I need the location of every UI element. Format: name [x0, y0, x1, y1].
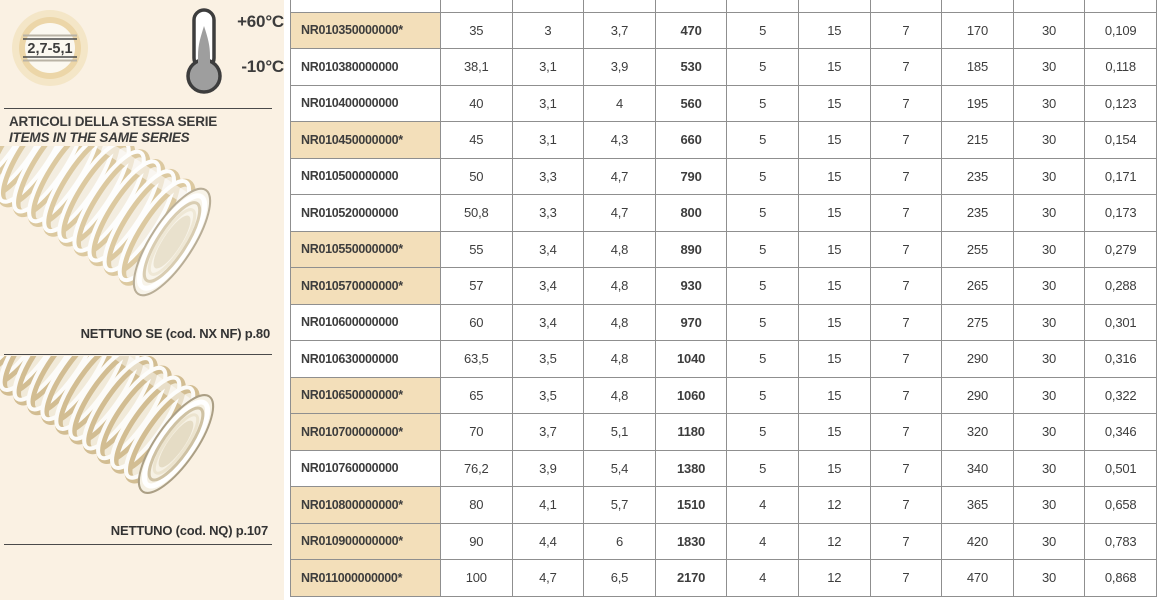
table-row	[291, 268, 1157, 305]
value-cell: 30	[1013, 341, 1085, 378]
value-cell: 5	[727, 450, 799, 487]
value-cell: 0,109	[1085, 12, 1157, 49]
value-cell: 15	[798, 341, 870, 378]
product-caption-nettuno-se: NETTUNO SE (cod. NX NF) p.80	[80, 326, 270, 341]
value-cell: 60	[441, 304, 513, 341]
value-cell: 420	[942, 523, 1014, 560]
value-cell: 3,5	[512, 377, 584, 414]
value-cell: 0,316	[1085, 341, 1157, 378]
value-cell: 5,4	[584, 450, 656, 487]
value-cell: 290	[942, 341, 1014, 378]
product-code-cell: NR011000000000*	[291, 560, 441, 597]
value-cell: 3,9	[584, 49, 656, 86]
value-cell: 3,3	[512, 158, 584, 195]
value-cell: 90	[441, 523, 513, 560]
value-cell: 5	[727, 158, 799, 195]
temperature-range	[178, 4, 284, 100]
value-cell: 45	[441, 122, 513, 159]
value-cell: 7	[870, 85, 942, 122]
value-cell: 970	[655, 304, 727, 341]
value-cell: 5	[727, 341, 799, 378]
table-row	[291, 85, 1157, 122]
value-cell: 7	[870, 523, 942, 560]
value-cell: 40	[441, 85, 513, 122]
value-cell: 50,8	[441, 195, 513, 232]
table-row	[291, 523, 1157, 560]
table-row	[291, 158, 1157, 195]
value-cell: 30	[1013, 414, 1085, 451]
value-cell: 3,1	[512, 85, 584, 122]
value-cell: 1380	[655, 450, 727, 487]
value-cell: 5	[727, 268, 799, 305]
value-cell: 195	[942, 85, 1014, 122]
table-row	[291, 231, 1157, 268]
product-code-cell: NR010550000000*	[291, 231, 441, 268]
table-row	[291, 414, 1157, 451]
product-code-cell: NR010570000000*	[291, 268, 441, 305]
value-cell: 4	[584, 85, 656, 122]
value-cell: 0,154	[1085, 122, 1157, 159]
product-data-table	[290, 0, 1157, 597]
value-cell: 275	[942, 304, 1014, 341]
product-code-cell: NR010350000000*	[291, 12, 441, 49]
value-cell: 5	[727, 414, 799, 451]
value-cell: 80	[441, 487, 513, 524]
product-code-cell: NR010650000000*	[291, 377, 441, 414]
value-cell: 3,4	[512, 231, 584, 268]
value-cell: 30	[1013, 304, 1085, 341]
value-cell: 1040	[655, 341, 727, 378]
value-cell: 365	[942, 487, 1014, 524]
value-cell: 15	[798, 158, 870, 195]
product-code-cell	[291, 0, 441, 12]
value-cell: 15	[798, 12, 870, 49]
value-cell: 4	[727, 523, 799, 560]
value-cell: 7	[870, 560, 942, 597]
value-cell: 15	[798, 49, 870, 86]
value-cell: 15	[798, 231, 870, 268]
value-cell: 30	[1013, 49, 1085, 86]
value-cell: 7	[870, 122, 942, 159]
value-cell: 4,7	[584, 195, 656, 232]
value-cell: 30	[1013, 487, 1085, 524]
series-heading	[9, 114, 217, 145]
table-row	[291, 304, 1157, 341]
value-cell: 15	[798, 450, 870, 487]
value-cell: 7	[870, 49, 942, 86]
value-cell: 3,1	[512, 49, 584, 86]
value-cell: 30	[1013, 268, 1085, 305]
value-cell: 5	[727, 231, 799, 268]
value-cell: 290	[942, 377, 1014, 414]
product-code-cell: NR010900000000*	[291, 523, 441, 560]
value-cell: 15	[798, 122, 870, 159]
product-code-cell: NR010400000000	[291, 85, 441, 122]
value-cell: 5	[727, 377, 799, 414]
value-cell: 3,1	[512, 122, 584, 159]
value-cell: 4,8	[584, 304, 656, 341]
wall-thickness-icon	[10, 8, 90, 88]
value-cell: 1830	[655, 523, 727, 560]
value-cell: 0,322	[1085, 377, 1157, 414]
value-cell: 265	[942, 268, 1014, 305]
value-cell: 5,7	[584, 487, 656, 524]
value-cell: 1180	[655, 414, 727, 451]
value-cell: 800	[655, 195, 727, 232]
value-cell: 0,658	[1085, 487, 1157, 524]
value-cell: 320	[942, 414, 1014, 451]
value-cell: 7	[870, 450, 942, 487]
product-image-nettuno	[0, 356, 284, 522]
product-caption-nettuno: NETTUNO (cod. NQ) p.107	[110, 523, 268, 538]
value-cell	[512, 0, 584, 12]
value-cell: 0,868	[1085, 560, 1157, 597]
table-row	[291, 377, 1157, 414]
wall-thickness-badge	[10, 8, 90, 88]
value-cell: 12	[798, 523, 870, 560]
product-image-nettuno-se	[0, 146, 284, 326]
value-cell: 7	[870, 487, 942, 524]
value-cell: 4,7	[512, 560, 584, 597]
value-cell: 3,9	[512, 450, 584, 487]
value-cell: 530	[655, 49, 727, 86]
table-row	[291, 487, 1157, 524]
product-code-cell: NR010500000000	[291, 158, 441, 195]
value-cell: 4,3	[584, 122, 656, 159]
value-cell: 30	[1013, 231, 1085, 268]
value-cell: 76,2	[441, 450, 513, 487]
value-cell: 5	[727, 304, 799, 341]
value-cell: 12	[798, 560, 870, 597]
value-cell: 100	[441, 560, 513, 597]
product-code-cell: NR010600000000	[291, 304, 441, 341]
value-cell: 7	[870, 377, 942, 414]
value-cell: 0,346	[1085, 414, 1157, 451]
value-cell: 30	[1013, 523, 1085, 560]
table-row	[291, 195, 1157, 232]
value-cell: 55	[441, 231, 513, 268]
value-cell: 15	[798, 195, 870, 232]
value-cell: 0,501	[1085, 450, 1157, 487]
value-cell: 30	[1013, 85, 1085, 122]
temperature-min: -10°C	[241, 57, 284, 76]
value-cell: 2170	[655, 560, 727, 597]
value-cell: 0,279	[1085, 231, 1157, 268]
value-cell: 6,5	[584, 560, 656, 597]
value-cell: 5	[727, 85, 799, 122]
series-heading-italian: ARTICOLI DELLA STESSA SERIE	[9, 114, 218, 129]
table-row	[291, 49, 1157, 86]
series-heading-english: ITEMS IN THE SAME SERIES	[9, 129, 190, 145]
value-cell: 0,118	[1085, 49, 1157, 86]
value-cell: 185	[942, 49, 1014, 86]
value-cell: 30	[1013, 195, 1085, 232]
value-cell: 340	[942, 450, 1014, 487]
value-cell: 255	[942, 231, 1014, 268]
temperature-max: +60°C	[237, 12, 284, 31]
value-cell: 35	[441, 12, 513, 49]
value-cell: 30	[1013, 450, 1085, 487]
value-cell: 790	[655, 158, 727, 195]
sidebar-divider	[4, 354, 272, 355]
thermometer-icon	[178, 4, 230, 96]
value-cell: 1510	[655, 487, 727, 524]
value-cell: 4,1	[512, 487, 584, 524]
value-cell	[942, 0, 1014, 12]
value-cell: 0,123	[1085, 85, 1157, 122]
value-cell: 30	[1013, 560, 1085, 597]
value-cell: 4,7	[584, 158, 656, 195]
sidebar-divider	[4, 108, 272, 109]
table-row	[291, 450, 1157, 487]
table-row	[291, 341, 1157, 378]
value-cell: 5	[727, 12, 799, 49]
sidebar	[0, 0, 284, 600]
value-cell: 5	[727, 195, 799, 232]
value-cell: 30	[1013, 158, 1085, 195]
value-cell: 30	[1013, 12, 1085, 49]
value-cell: 7	[870, 231, 942, 268]
value-cell: 65	[441, 377, 513, 414]
product-code-cell: NR010800000000*	[291, 487, 441, 524]
value-cell: 0,171	[1085, 158, 1157, 195]
value-cell: 38,1	[441, 49, 513, 86]
value-cell: 7	[870, 304, 942, 341]
value-cell: 5,1	[584, 414, 656, 451]
value-cell: 12	[798, 487, 870, 524]
value-cell: 470	[655, 12, 727, 49]
value-cell: 6	[584, 523, 656, 560]
wall-thickness-value: 2,7-5,1	[27, 41, 73, 57]
value-cell: 4,8	[584, 231, 656, 268]
value-cell	[1013, 0, 1085, 12]
table-row	[291, 12, 1157, 49]
table-row	[291, 122, 1157, 159]
sidebar-divider	[4, 544, 272, 545]
value-cell: 235	[942, 195, 1014, 232]
value-cell: 30	[1013, 377, 1085, 414]
value-cell	[584, 0, 656, 12]
value-cell: 890	[655, 231, 727, 268]
value-cell: 215	[942, 122, 1014, 159]
value-cell: 30	[1013, 122, 1085, 159]
value-cell: 5	[727, 49, 799, 86]
value-cell: 4,4	[512, 523, 584, 560]
value-cell: 4	[727, 560, 799, 597]
value-cell: 4,8	[584, 377, 656, 414]
table-row	[291, 560, 1157, 597]
product-code-cell: NR010450000000*	[291, 122, 441, 159]
value-cell: 560	[655, 85, 727, 122]
value-cell: 3,5	[512, 341, 584, 378]
value-cell: 7	[870, 414, 942, 451]
value-cell: 1060	[655, 377, 727, 414]
value-cell: 235	[942, 158, 1014, 195]
value-cell: 0,288	[1085, 268, 1157, 305]
value-cell: 63,5	[441, 341, 513, 378]
value-cell	[441, 0, 513, 12]
value-cell	[727, 0, 799, 12]
value-cell: 3	[512, 12, 584, 49]
value-cell: 3,7	[584, 12, 656, 49]
value-cell: 70	[441, 414, 513, 451]
value-cell: 3,7	[512, 414, 584, 451]
value-cell	[655, 0, 727, 12]
value-cell: 3,3	[512, 195, 584, 232]
value-cell: 50	[441, 158, 513, 195]
value-cell: 3,4	[512, 268, 584, 305]
value-cell: 7	[870, 268, 942, 305]
value-cell	[1085, 0, 1157, 12]
product-code-cell: NR010520000000	[291, 195, 441, 232]
value-cell: 660	[655, 122, 727, 159]
product-code-cell: NR010760000000	[291, 450, 441, 487]
value-cell: 470	[942, 560, 1014, 597]
value-cell: 4,8	[584, 341, 656, 378]
product-code-cell: NR010700000000*	[291, 414, 441, 451]
value-cell	[798, 0, 870, 12]
value-cell: 4	[727, 487, 799, 524]
value-cell: 7	[870, 341, 942, 378]
value-cell: 5	[727, 122, 799, 159]
product-code-cell: NR010380000000	[291, 49, 441, 86]
value-cell: 7	[870, 12, 942, 49]
value-cell: 15	[798, 304, 870, 341]
value-cell: 3,4	[512, 304, 584, 341]
table-row	[291, 0, 1157, 12]
value-cell: 0,173	[1085, 195, 1157, 232]
value-cell: 15	[798, 85, 870, 122]
value-cell: 4,8	[584, 268, 656, 305]
value-cell: 7	[870, 195, 942, 232]
value-cell: 15	[798, 268, 870, 305]
value-cell	[870, 0, 942, 12]
value-cell: 170	[942, 12, 1014, 49]
value-cell: 57	[441, 268, 513, 305]
value-cell: 15	[798, 377, 870, 414]
value-cell: 0,301	[1085, 304, 1157, 341]
hose-table-body	[291, 0, 1157, 596]
value-cell: 7	[870, 158, 942, 195]
value-cell: 0,783	[1085, 523, 1157, 560]
value-cell: 930	[655, 268, 727, 305]
value-cell: 15	[798, 414, 870, 451]
product-code-cell: NR010630000000	[291, 341, 441, 378]
